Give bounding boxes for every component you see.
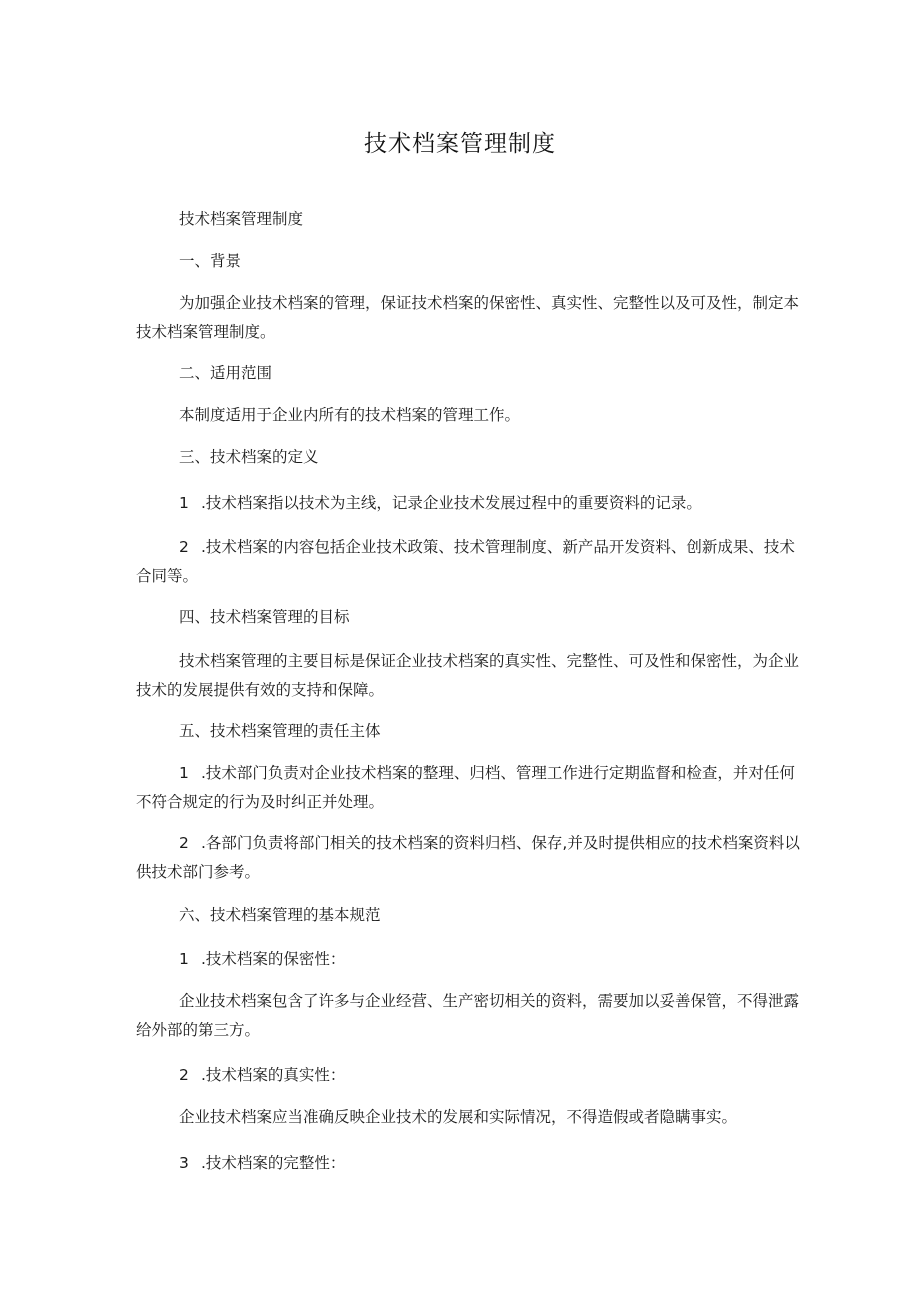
list-item-norm-3 — [136, 1149, 839, 1178]
paragraph-goal — [136, 647, 800, 704]
page-title: 技术档案管理制度 — [364, 131, 556, 157]
paragraph-scope: 本制度适用于企业内所有的技术档案的管理工作。 — [179, 406, 521, 424]
paragraph-line — [136, 759, 796, 788]
list-item-responsibility-2 — [136, 829, 800, 886]
section-heading-background: 一、背景 — [179, 252, 242, 270]
list-item-norm-1 — [136, 945, 839, 974]
list-item-responsibility-1 — [136, 759, 796, 816]
paragraph-line: 技术的发展提供有效的支持和保障。 — [136, 680, 385, 699]
section-heading-goal: 四、技术档案管理的目标 — [179, 608, 350, 626]
paragraph-norm-2: 企业技术档案应当准确反映企业技术的发展和实际情况，不得造假或者隐瞒事实。 — [179, 1108, 738, 1126]
list-text: .技术档案的保密性： — [201, 950, 346, 968]
section-heading-responsibility: 五、技术档案管理的责任主体 — [179, 722, 381, 740]
list-text: .技术档案的内容包括企业技术政策、技术管理制度、新产品开发资料、创新成果、技术 — [201, 538, 795, 556]
list-number: 1 — [179, 764, 189, 782]
list-text: .各部门负责将部门相关的技术档案的资料归档、保存,并及时提供相应的技术档案资料以 — [201, 834, 800, 852]
paragraph-line: 技术档案管理的主要目标是保证企业技术档案的真实性、完整性、可及性和保密性，为企业 — [179, 652, 800, 670]
list-text: .技术档案的完整性： — [201, 1154, 346, 1172]
paragraph-line: 为加强企业技术档案的管理，保证技术档案的保密性、真实性、完整性以及可及性，制定本 — [179, 294, 800, 312]
list-number: 2 — [179, 1066, 189, 1084]
paragraph-line: 不符合规定的行为及时纠正并处理。 — [136, 792, 385, 811]
paragraph-line — [136, 829, 800, 858]
list-number: 3 — [179, 1154, 189, 1172]
section-heading-definition: 三、技术档案的定义 — [179, 448, 319, 466]
paragraph-background — [136, 289, 800, 346]
section-heading-scope: 二、适用范围 — [179, 364, 273, 382]
paragraph-line: 给外部的第三方。 — [136, 1020, 261, 1039]
list-text: .技术档案指以技术为主线，记录企业技术发展过程中的重要资料的记录。 — [201, 494, 702, 512]
list-item-norm-2 — [136, 1061, 839, 1090]
list-text: .技术档案的真实性： — [201, 1066, 346, 1084]
list-number: 2 — [179, 538, 189, 556]
list-item-definition-1 — [136, 489, 839, 518]
list-number: 1 — [179, 494, 189, 512]
paragraph-line: 技术档案管理制度。 — [136, 322, 276, 341]
list-number: 1 — [179, 950, 189, 968]
list-item-definition-2 — [136, 533, 796, 590]
paragraph-line: 合同等。 — [136, 566, 199, 585]
paragraph-line: 供技术部门参考。 — [136, 862, 261, 881]
section-heading-norms: 六、技术档案管理的基本规范 — [179, 906, 381, 924]
paragraph-line — [136, 533, 796, 562]
list-number: 2 — [179, 834, 189, 852]
document-subtitle: 技术档案管理制度 — [179, 210, 304, 228]
paragraph-norm-1 — [136, 987, 800, 1044]
paragraph-line: 企业技术档案包含了许多与企业经营、生产密切相关的资料，需要加以妥善保管，不得泄露 — [179, 992, 800, 1010]
list-text: .技术部门负责对企业技术档案的整理、归档、管理工作进行定期监督和检查，并对任何 — [201, 764, 795, 782]
